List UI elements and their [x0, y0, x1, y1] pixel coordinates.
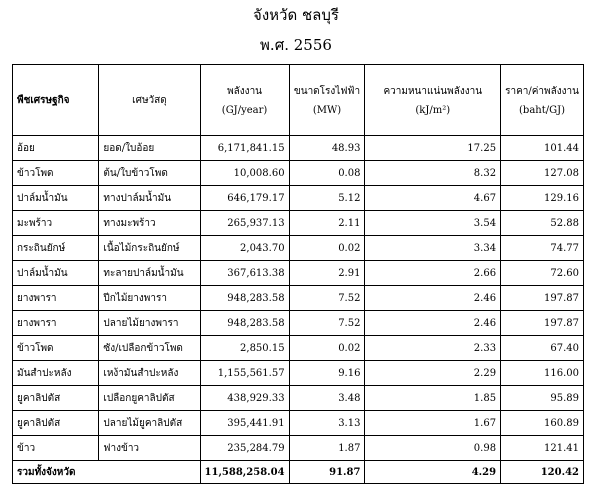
cell-crop: ข้าวโพด — [13, 336, 99, 361]
column-header-crop: พืชเศรษฐกิจ — [13, 65, 99, 136]
cell-price: 160.89 — [501, 411, 584, 436]
cell-residue: ทางปาล์มน้ำมัน — [99, 186, 200, 211]
table-row — [13, 161, 584, 186]
cell-residue: ฟางข้าว — [99, 436, 200, 461]
cell-residue: ทางมะพร้าว — [99, 211, 200, 236]
table-row — [13, 261, 584, 286]
density-unit: (kJ/m²) — [415, 105, 451, 116]
cell-residue: ปลายไม้ยูคาลิปตัส — [99, 411, 200, 436]
column-header-price — [501, 65, 584, 136]
cell-energy: 395,441.91 — [200, 411, 289, 436]
cell-energy: 646,179.17 — [200, 186, 289, 211]
cell-density: 2.66 — [365, 261, 501, 286]
cell-price: 95.89 — [501, 386, 584, 411]
cell-capacity: 9.16 — [289, 361, 365, 386]
column-header-density — [365, 65, 501, 136]
cell-energy: 438,929.33 — [200, 386, 289, 411]
capacity-unit: (MW) — [312, 105, 342, 116]
column-header-residue: เศษวัสดุ — [99, 65, 200, 136]
table-body — [13, 136, 584, 461]
total-price: 120.42 — [501, 461, 584, 484]
province-title: จังหวัด ชลบุรี — [253, 6, 339, 24]
cell-crop: ยูคาลิปตัส — [13, 386, 99, 411]
table-row — [13, 136, 584, 161]
cell-energy: 948,283.58 — [200, 286, 289, 311]
cell-density: 2.33 — [365, 336, 501, 361]
cell-density: 4.67 — [365, 186, 501, 211]
price-label: ราคา/ค่าพลังงาน — [505, 86, 579, 97]
cell-crop: กระถินยักษ์ — [13, 236, 99, 261]
table-row — [13, 411, 584, 436]
table-row — [13, 361, 584, 386]
cell-capacity: 0.08 — [289, 161, 365, 186]
cell-residue: ยอด/ใบอ้อย — [99, 136, 200, 161]
cell-energy: 1,155,561.57 — [200, 361, 289, 386]
cell-price: 197.87 — [501, 286, 584, 311]
cell-price: 121.41 — [501, 436, 584, 461]
energy-label: พลังงาน — [227, 86, 263, 97]
cell-capacity: 2.11 — [289, 211, 365, 236]
cell-crop: มะพร้าว — [13, 211, 99, 236]
cell-energy: 2,850.15 — [200, 336, 289, 361]
cell-capacity: 5.12 — [289, 186, 365, 211]
column-header-energy — [200, 65, 289, 136]
cell-crop: อ้อย — [13, 136, 99, 161]
price-unit: (baht/GJ) — [519, 105, 566, 116]
cell-capacity: 2.91 — [289, 261, 365, 286]
cell-crop: ข้าว — [13, 436, 99, 461]
cell-residue: ซัง/เปลือกข้าวโพด — [99, 336, 200, 361]
cell-residue: ทะลายปาล์มน้ำมัน — [99, 261, 200, 286]
cell-density: 2.46 — [365, 286, 501, 311]
table-row — [13, 336, 584, 361]
table-row — [13, 436, 584, 461]
total-label: รวมทั้งจังหวัด — [13, 461, 201, 484]
cell-price: 127.08 — [501, 161, 584, 186]
table-row — [13, 386, 584, 411]
table-row — [13, 236, 584, 261]
cell-density: 2.46 — [365, 311, 501, 336]
capacity-label: ขนาดโรงไฟฟ้า — [293, 86, 361, 97]
table-header-row — [13, 65, 584, 136]
cell-crop: ข้าวโพด — [13, 161, 99, 186]
total-energy: 11,588,258.04 — [200, 461, 289, 484]
cell-residue: ปีกไม้ยางพารา — [99, 286, 200, 311]
table-row — [13, 186, 584, 211]
cell-residue: ปลายไม้ยางพารา — [99, 311, 200, 336]
energy-unit: (GJ/year) — [221, 105, 268, 116]
cell-energy: 948,283.58 — [200, 311, 289, 336]
cell-energy: 6,171,841.15 — [200, 136, 289, 161]
cell-price: 74.77 — [501, 236, 584, 261]
cell-density: 8.32 — [365, 161, 501, 186]
cell-crop: ปาล์มน้ำมัน — [13, 261, 99, 286]
cell-crop: ยางพารา — [13, 286, 99, 311]
cell-residue: เหง้ามันสำปะหลัง — [99, 361, 200, 386]
cell-capacity: 3.48 — [289, 386, 365, 411]
cell-crop: ปาล์มน้ำมัน — [13, 186, 99, 211]
density-label: ความหนาแน่นพลังงาน — [383, 86, 483, 97]
cell-residue: ต้น/ใบข้าวโพด — [99, 161, 200, 186]
cell-capacity: 3.13 — [289, 411, 365, 436]
cell-price: 72.60 — [501, 261, 584, 286]
cell-capacity: 7.52 — [289, 286, 365, 311]
cell-density: 3.34 — [365, 236, 501, 261]
total-capacity: 91.87 — [289, 461, 365, 484]
column-header-capacity — [289, 65, 365, 136]
cell-density: 17.25 — [365, 136, 501, 161]
table-row — [13, 211, 584, 236]
cell-capacity: 0.02 — [289, 236, 365, 261]
cell-capacity: 1.87 — [289, 436, 365, 461]
cell-density: 1.67 — [365, 411, 501, 436]
cell-crop: ยางพารา — [13, 311, 99, 336]
cell-price: 101.44 — [501, 136, 584, 161]
cell-energy: 367,613.38 — [200, 261, 289, 286]
cell-energy: 2,043.70 — [200, 236, 289, 261]
cell-capacity: 0.02 — [289, 336, 365, 361]
table-row — [13, 311, 584, 336]
cell-price: 52.88 — [501, 211, 584, 236]
total-density: 4.29 — [365, 461, 501, 484]
cell-energy: 10,008.60 — [200, 161, 289, 186]
cell-density: 0.98 — [365, 436, 501, 461]
cell-energy: 235,284.79 — [200, 436, 289, 461]
cell-density: 3.54 — [365, 211, 501, 236]
cell-price: 197.87 — [501, 311, 584, 336]
cell-crop: ยูคาลิปตัส — [13, 411, 99, 436]
cell-crop: มันสำปะหลัง — [13, 361, 99, 386]
cell-energy: 265,937.13 — [200, 211, 289, 236]
cell-price: 116.00 — [501, 361, 584, 386]
total-row — [13, 461, 584, 484]
year-subtitle: พ.ศ. 2556 — [260, 36, 332, 54]
cell-residue: เนื้อไม้กระถินยักษ์ — [99, 236, 200, 261]
cell-capacity: 7.52 — [289, 311, 365, 336]
biomass-energy-table — [12, 64, 584, 484]
cell-price: 129.16 — [501, 186, 584, 211]
cell-price: 67.40 — [501, 336, 584, 361]
table-row — [13, 286, 584, 311]
cell-density: 2.29 — [365, 361, 501, 386]
cell-residue: เปลือกยูคาลิปตัส — [99, 386, 200, 411]
cell-capacity: 48.93 — [289, 136, 365, 161]
cell-density: 1.85 — [365, 386, 501, 411]
